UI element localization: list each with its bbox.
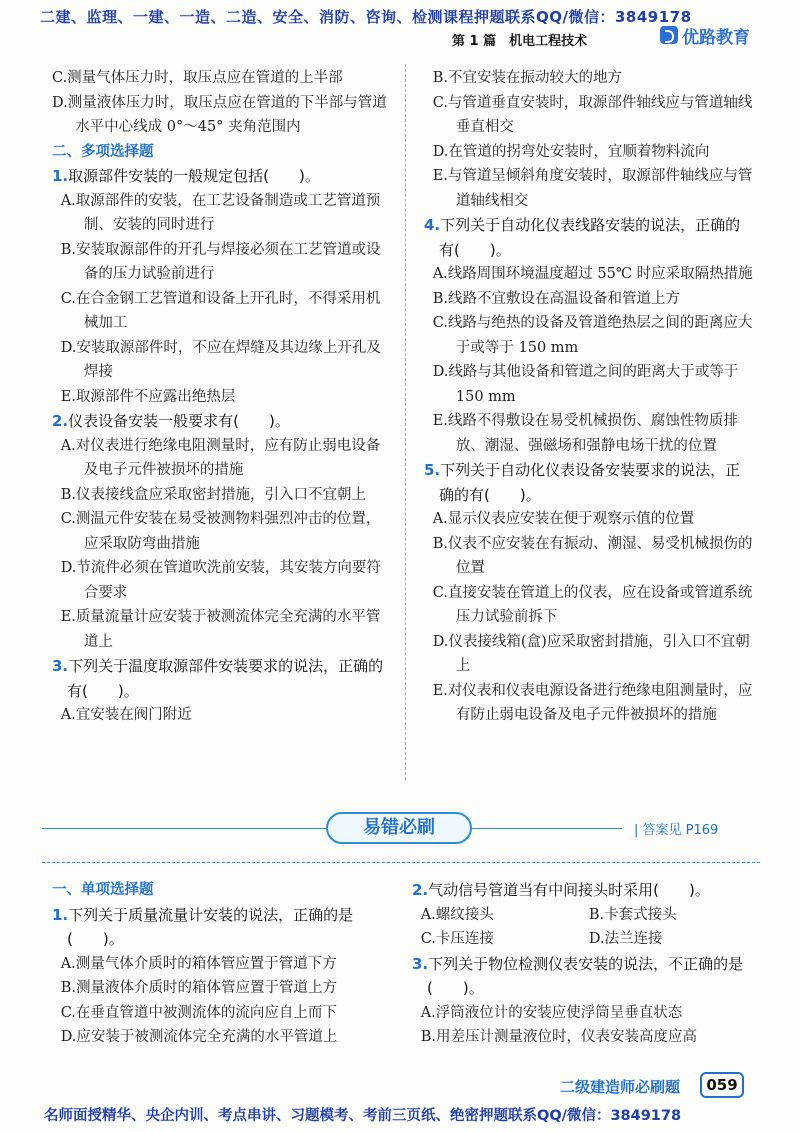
option-c: C.测量气体压力时，取压点应在管道的上半部 [52,70,343,86]
bottom-promo-banner: 名师面授精华、央企内训、考点串讲、习题模考、考前三页纸、绝密押题联系QQ/微信：3849178 [44,1108,682,1124]
option-a: A.测量气体介质时的箱体管应置于管道下方 [60,955,337,972]
publisher-logo [660,24,750,46]
question-3 [412,952,757,1001]
section-dash-line [42,862,760,863]
question-number: 2. [412,881,429,899]
option-a: A.线路周围环境温度超过 55℃ 时应采取隔热措施 [432,266,753,282]
question-text: 下列关于自动化仪表线路安装的说法，正确的有( )。 [439,216,741,259]
option-d: D.测量液体压力时，取压点应在管道的下半部与管道水平中心线成 0°～45° 夹角范围内 [52,94,387,135]
option-b: B.卡套式接头 [588,906,677,923]
question-text: 下列关于温度取源部件安装要求的说法，正确的有( )。 [67,657,384,700]
top-promo-banner: 二建、监理、一建、一造、二造、安全、消防、咨询、检测课程押题联系QQ/微信：3849178 [40,8,692,26]
options-row [412,927,757,952]
option-e: E.对仪表和仪表电源设备进行绝缘电阻测量时，应有防止弱电设备及电子元件被损坏的措施 [432,682,753,723]
option-d: D.法兰连接 [588,931,663,947]
option-d: D.安装取源部件时，不应在焊缝及其边缘上开孔及焊接 [60,339,381,380]
answer-reference: | 答案见 P169 [634,823,719,838]
lower-right-column [412,878,757,1050]
logo-text: 优路教育 [682,27,750,48]
option-c: C.直接安装在管道上的仪表，应在设备或管道系统压力试验前拆下 [432,584,753,625]
banner-rule-left [42,828,326,829]
chapter-title: 第 1 篇 机电工程技术 [452,34,588,49]
option-a: A.显示仪表应安装在便于观察示值的位置 [432,511,695,527]
option-d: D.线路与其他设备和管道之间的距离大于或等于 150 mm [432,364,739,405]
option-e: E.线路不得敷设在易受机械损伤、腐蚀性物质排放、潮湿、强磁场和强静电场干扰的位置 [432,413,738,454]
option-b: B.线路不宜敷设在高温设备和管道上方 [432,290,680,307]
option-a: A.对仪表进行绝缘电阻测量时，应有防止弱电设备及电子元件被损坏的措施 [60,437,381,478]
option-a: A.螺纹接头 [420,906,494,923]
option-e: E.与管道呈倾斜角度安装时，取源部件轴线应与管道轴线相交 [432,168,753,209]
book-title: 二级建造师必刷题 [560,1078,681,1096]
banner-rule-right [472,828,622,829]
question-number: 3. [412,954,429,973]
section-banner-title: 易错必刷 [326,812,472,844]
question-text: 下列关于物位检测仪表安装的说法，不正确的是( )。 [427,954,744,997]
option-d: D.应安装于被测流体完全充满的水平管道上 [60,1029,338,1045]
option-a: A.宜安装在阀门附近 [60,707,192,723]
option-b: B.不宜安装在振动较大的地方 [432,70,622,86]
option-b: B.仪表接线盒应采取密封措施，引入口不宜朝上 [60,486,366,503]
option-b: B.仪表不应安装在有振动、潮湿、易受机械损伤的位置 [432,535,753,576]
question-text: 取源部件安装的一般规定包括( )。 [68,167,320,185]
question-2 [52,409,392,434]
option-d: D.在管道的拐弯处安装时，宜顺着物料流向 [432,143,710,160]
question-4 [424,213,754,262]
question-2 [412,878,757,903]
option-c: C.卡压连接 [420,931,494,947]
option-a: A.浮筒液位计的安装应使浮筒呈垂直状态 [420,1004,683,1021]
question-1 [52,164,392,189]
option-a: A.取源部件的安装，在工艺设备制造或工艺管道预制、安装的同时进行 [60,192,381,233]
section-single-choice: 一、单项选择题 [52,882,154,898]
left-column [52,66,392,728]
question-number: 2. [52,412,69,430]
right-column [424,66,754,728]
question-text: 仪表设备安装一般要求有( )。 [68,412,290,430]
option-c: C.与管道垂直安装时，取源部件轴线应与管道轴线垂直相交 [432,94,753,135]
logo-icon [660,26,678,44]
question-text: 下列关于自动化仪表设备安装要求的说法，正确的有( )。 [439,461,741,504]
options-row [412,903,757,928]
option-b: B.测量液体介质时的箱体管应置于管道上方 [60,980,337,996]
option-c: C.测温元件安装在易受被测物料强烈冲击的位置，应采取防弯曲措施 [60,511,381,552]
option-c: C.在合金钢工艺管道和设备上开孔时，不得采用机械加工 [60,290,381,331]
question-1 [52,903,392,952]
question-text: 气动信号管道当有中间接头时采用( )。 [428,881,710,899]
option-b: B.用差压计测量液位时，仪表安装高度应高 [420,1029,697,1045]
column-divider [405,64,406,780]
page-number: 059 [700,1072,744,1098]
question-5 [424,458,754,507]
option-c: C.线路与绝热的设备及管道绝热层之间的距离应大于或等于 150 mm [432,315,753,356]
question-number: 4. [424,216,441,234]
section-multiple-choice: 二、多项选择题 [52,143,154,160]
option-e: E.取源部件不应露出绝热层 [60,388,236,405]
option-d: D.节流件必须在管道吹洗前安装，其安装方向要符合要求 [60,560,381,601]
option-d: D.仪表接线箱(盒)应采取密封措施，引入口不宜朝上 [432,633,750,674]
lower-left-column [52,878,392,1050]
question-text: 下列关于质量流量计安装的说法，正确的是( )。 [67,905,354,948]
option-b: B.安装取源部件的开孔与焊接必须在工艺管道或设备的压力试验前进行 [60,241,381,282]
question-number: 1. [52,905,69,924]
option-e: E.质量流量计应安装于被测流体完全充满的水平管道上 [60,609,381,650]
question-number: 1. [52,167,69,185]
question-number: 5. [424,461,441,479]
question-number: 3. [52,657,69,675]
option-c: C.在垂直管道中被测流体的流向应自上而下 [60,1004,337,1021]
question-3 [52,654,392,703]
